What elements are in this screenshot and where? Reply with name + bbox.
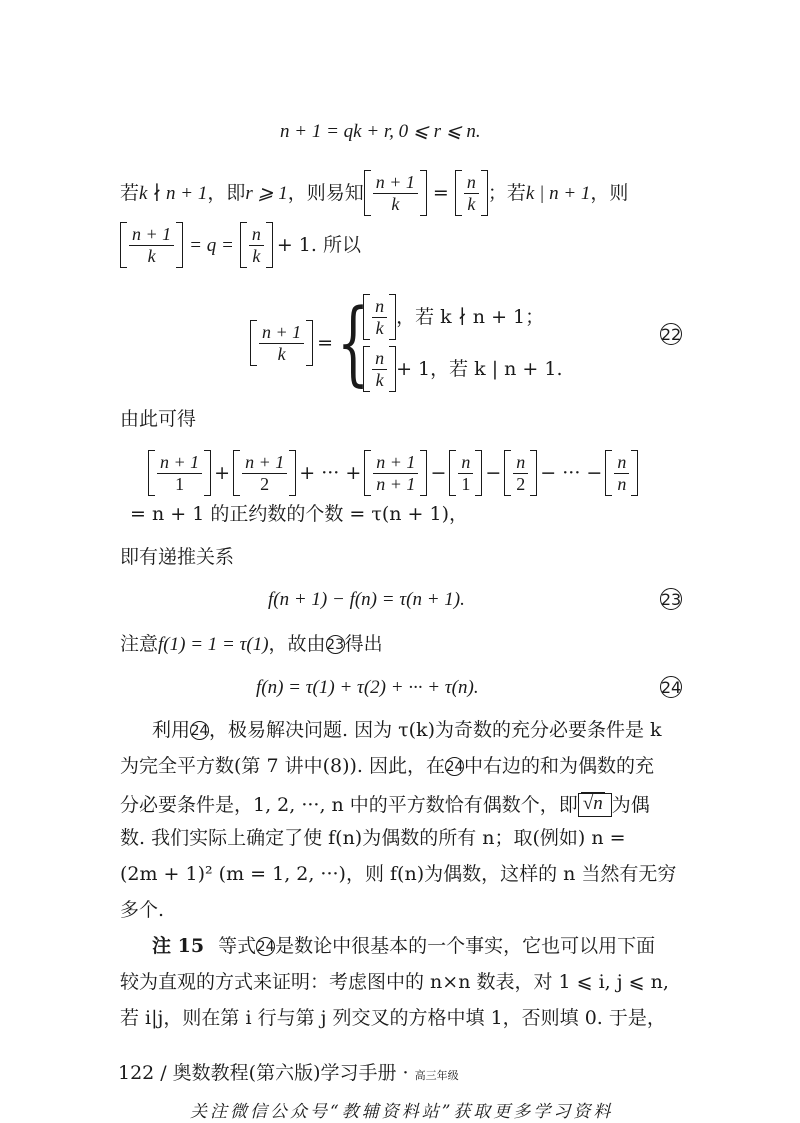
equation-24: f(n) = τ(1) + τ(2) + ··· + τ(n). xyxy=(256,677,479,698)
floor-bracket: $\frac{n + 1}{k}$ xyxy=(364,170,427,216)
floor-bracket: $\frac{n + 1}{n + 1}$ xyxy=(364,450,427,496)
paragraph-line-1: 利用 24 ，极易解决问题. 因为 τ(k)为奇数的充分必要条件是 k xyxy=(152,719,662,741)
note15-label: 注 15 xyxy=(152,935,205,957)
page-footer: 122 / 奥数教程(第六版)学习手册 · 高三年级 xyxy=(118,1058,459,1085)
note15-line-1: 注 15 等式 24 是数论中很基本的一个事实，它也可以用下面 xyxy=(152,935,656,957)
paragraph-line-6: 多个. xyxy=(120,899,165,921)
floor-sum-row: $\frac{n + 1}{1}$ + $\frac{n + 1}{2}$ + ··· + $\frac{n + 1}{n + 1}$ − $\frac{n}{1}$ − $\frac{n}{2}$ − ··· − $\frac{n}{n}$ xyxy=(148,450,638,496)
paragraph-line-4: 数. 我们实际上确定了使 f(n)为偶数的所有 n；取(例如) n = xyxy=(120,827,626,849)
page-number: 122 xyxy=(118,1062,155,1084)
note15-line-2: 较为直观的方式来证明：考虑图中的 n×n 数表，对 1 ⩽ i, j ⩽ n, xyxy=(120,971,669,993)
floor-bracket: $\frac{n}{k}$ xyxy=(240,222,273,268)
floor-bracket: $\frac{n}{k}$ xyxy=(363,346,396,392)
floor-bracket: $\frac{n}{k}$ xyxy=(363,294,396,340)
note-line: 注意 f(1) = 1 = τ(1) ，故由 23 得出 xyxy=(120,633,383,655)
book-title: 奥数教程(第六版)学习手册 · xyxy=(172,1062,409,1084)
equation-number-23: 23 xyxy=(660,589,682,609)
floor-bracket: $\frac{n}{n}$ xyxy=(605,450,638,496)
equation-number-22: 22 xyxy=(660,324,682,344)
equation-division: n + 1 = qk + r, 0 ⩽ r ⩽ n. xyxy=(280,121,481,142)
floor-bracket: $\frac{n}{k}$ xyxy=(455,170,488,216)
line-floor-equal: $\frac{n + 1}{k}$ = q = $\frac{n}{k}$ + 1. 所以 xyxy=(120,222,361,268)
equation-23: f(n + 1) − f(n) = τ(n + 1). xyxy=(268,589,465,610)
floor-sqrt: √n xyxy=(578,793,607,817)
derive-text: 由此可得 xyxy=(120,408,197,430)
paragraph-line-5: (2m + 1)² (m = 1, 2, ···)，则 f(n)为偶数，这样的 n 当然有无穷 xyxy=(120,863,677,885)
left-brace: { xyxy=(337,289,370,396)
watermark-text: 关注微信公众号“教辅资料站”获取更多学习资料 xyxy=(190,1102,614,1122)
equation-number-24: 24 xyxy=(660,677,682,697)
line-floor-case: 若 k ∤ n + 1 ，即 r ⩾ 1 ，则易知 $\frac{n + 1}{k}$ = $\frac{n}{k}$ ；若 k | n + 1 ，则 xyxy=(120,170,628,216)
sum-result: = n + 1 的正约数的个数 = τ(n + 1)， xyxy=(130,503,468,525)
grade-label: 高三年级 xyxy=(414,1069,459,1082)
note15-line-3: 若 i|j，则在第 i 行与第 j 列交叉的方格中填 1，否则填 0. 于是， xyxy=(120,1007,666,1029)
floor-bracket: $\frac{n + 1}{k}$ xyxy=(250,320,313,366)
paragraph-line-2: 为完全平方数(第 7 讲中(8)). 因此，在 24 中右边的和为偶数的充 xyxy=(120,755,655,777)
floor-bracket: $\frac{n}{2}$ xyxy=(504,450,537,496)
paragraph-line-3: 分必要条件是，1, 2, ···, n 中的平方数恰有偶数个，即 √n 为偶 xyxy=(120,793,650,816)
recurrence-label: 即有递推关系 xyxy=(120,546,235,568)
floor-bracket: $\frac{n}{1}$ xyxy=(449,450,482,496)
cases-equation: $\frac{n + 1}{k}$ = { $\frac{n}{k}$ ，若 k ∤ n + 1； $\frac{n}{k}$ + 1，若 k | n + 1. xyxy=(250,293,563,393)
floor-bracket: $\frac{n + 1}{2}$ xyxy=(233,450,296,496)
floor-bracket: $\frac{n + 1}{k}$ xyxy=(120,222,183,268)
floor-bracket: $\frac{n + 1}{1}$ xyxy=(148,450,211,496)
